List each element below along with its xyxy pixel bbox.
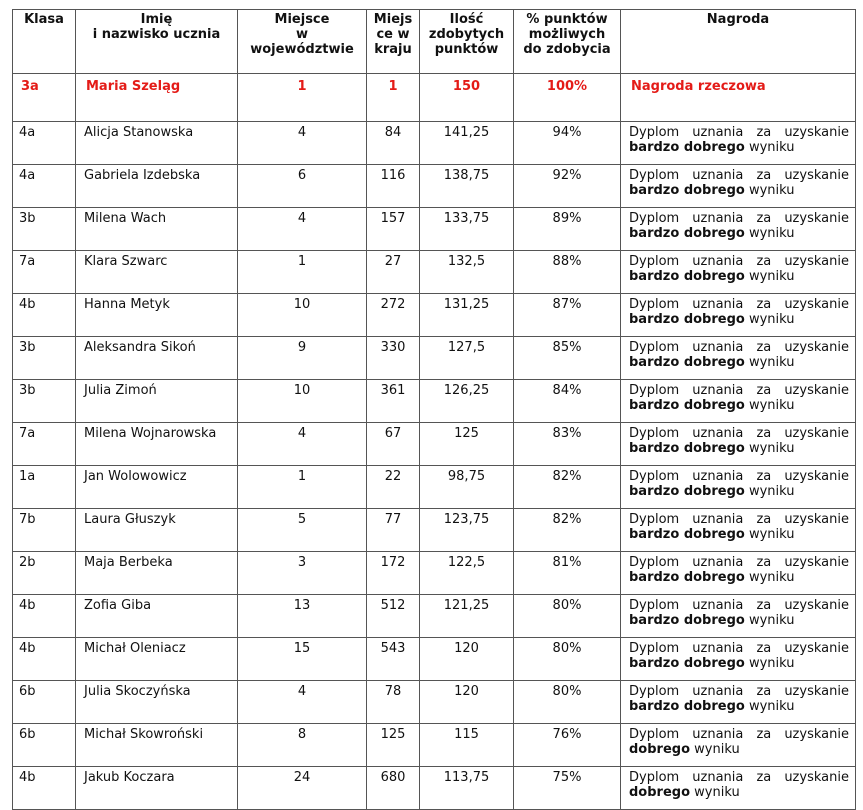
table-row [13,122,856,165]
cell-name: Hanna Metyk [76,294,238,337]
table-row [13,509,856,552]
prize-word: uznania [692,125,744,140]
prize-word: uznania [692,727,744,742]
table-row [13,208,856,251]
prize-word: uzyskanie [784,168,849,183]
prize-word: Dyplom [629,125,680,140]
cell-woj: 4 [238,208,367,251]
prize-word: uznania [692,383,744,398]
prize-word: Dyplom [629,254,680,269]
prize-word: uznania [692,426,744,441]
cell-woj: 5 [238,509,367,552]
cell-proc: 87% [514,294,621,337]
prize-suffix: wyniku [748,570,795,585]
prize-word: za [756,555,772,570]
cell-proc: 80% [514,638,621,681]
cell-pkt: 113,75 [420,767,514,810]
prize-suffix: wyniku [694,785,740,800]
table-row [13,681,856,724]
cell-kraj: 330 [367,337,420,380]
cell-woj: 15 [238,638,367,681]
prize-word: uzyskanie [784,770,849,785]
prize-line [629,684,849,699]
prize-level: bardzo dobrego [629,140,745,155]
prize-level: bardzo dobrego [629,355,745,370]
table-row [13,294,856,337]
cell-woj: 1 [238,251,367,294]
cell-woj: 4 [238,122,367,165]
prize-word: za [756,254,772,269]
cell-name: Julia Zimoń [76,380,238,423]
cell-kraj: 77 [367,509,420,552]
prize-word: Dyplom [629,383,680,398]
cell-nagroda [621,595,856,638]
cell-proc: 80% [514,681,621,724]
prize-word: Dyplom [629,297,680,312]
cell-proc: 76% [514,724,621,767]
cell-kraj: 84 [367,122,420,165]
cell-proc: 88% [514,251,621,294]
prize-word: uznania [692,211,744,226]
prize-word: uzyskanie [784,555,849,570]
prize-word: uzyskanie [784,340,849,355]
cell-kraj: 512 [367,595,420,638]
cell-klasa: 4a [13,122,76,165]
cell-name: Maria Szeląg [76,74,238,122]
prize-word: uzyskanie [784,254,849,269]
prize-word: uznania [692,168,744,183]
cell-name: Julia Skoczyńska [76,681,238,724]
prize-word: za [756,770,772,785]
prize-word: za [756,297,772,312]
prize-suffix: wyniku [748,484,795,499]
cell-klasa: 3b [13,337,76,380]
cell-klasa: 3b [13,380,76,423]
prize-word: uznania [692,684,744,699]
table-row [13,380,856,423]
prize-word: uzyskanie [784,512,849,527]
cell-name: Klara Szwarc [76,251,238,294]
prize-word: uznania [692,512,744,527]
prize-level-line [629,527,849,542]
prize-word: Dyplom [629,641,680,656]
table-row [13,552,856,595]
prize-level-line [629,441,849,456]
cell-klasa: 7b [13,509,76,552]
cell-woj: 9 [238,337,367,380]
prize-word: za [756,512,772,527]
header-imie: Imię i nazwisko ucznia [76,10,238,74]
highlight-row [13,74,856,122]
cell-proc: 80% [514,595,621,638]
cell-pkt: 131,25 [420,294,514,337]
prize-line [629,555,849,570]
prize-level: bardzo dobrego [629,398,745,413]
cell-woj: 24 [238,767,367,810]
prize-word: Dyplom [629,469,680,484]
prize-word: za [756,211,772,226]
cell-kraj: 67 [367,423,420,466]
prize-word: Dyplom [629,168,680,183]
header-miejsce-kraj: Miejs ce w kraju [367,10,420,74]
cell-name: Maja Berbeka [76,552,238,595]
prize-word: uzyskanie [784,469,849,484]
cell-name: Milena Wach [76,208,238,251]
cell-pkt: 127,5 [420,337,514,380]
prize-word: uzyskanie [784,598,849,613]
cell-proc: 89% [514,208,621,251]
prize-level-line [629,742,849,757]
prize-level-line [629,699,849,714]
prize-word: uzyskanie [784,383,849,398]
prize-line [629,168,849,183]
cell-nagroda: Nagroda rzeczowa [621,74,856,122]
prize-level: bardzo dobrego [629,656,745,671]
prize-word: Dyplom [629,770,680,785]
prize-level-line [629,785,849,800]
prize-word: uznania [692,469,744,484]
prize-word: za [756,684,772,699]
cell-proc: 92% [514,165,621,208]
prize-level-line [629,183,849,198]
cell-pkt: 98,75 [420,466,514,509]
cell-nagroda [621,681,856,724]
cell-nagroda [621,509,856,552]
prize-level: bardzo dobrego [629,312,745,327]
cell-woj: 4 [238,681,367,724]
cell-proc: 94% [514,122,621,165]
prize-word: za [756,340,772,355]
prize-suffix: wyniku [748,226,795,241]
cell-name: Gabriela Izdebska [76,165,238,208]
cell-kraj: 116 [367,165,420,208]
cell-name: Jakub Koczara [76,767,238,810]
header-procent: % punktów możliwych do zdobycia [514,10,621,74]
prize-word: uzyskanie [784,211,849,226]
cell-name: Michał Oleniacz [76,638,238,681]
prize-level-line [629,570,849,585]
cell-kraj: 157 [367,208,420,251]
cell-proc: 82% [514,466,621,509]
prize-level-line [629,398,849,413]
header-klasa: Klasa [13,10,76,74]
cell-proc: 75% [514,767,621,810]
cell-pkt: 125 [420,423,514,466]
cell-proc: 85% [514,337,621,380]
prize-level-line [629,226,849,241]
prize-word: za [756,426,772,441]
prize-suffix: wyniku [748,699,795,714]
cell-klasa: 1a [13,466,76,509]
table-row [13,724,856,767]
cell-pkt: 120 [420,681,514,724]
prize-word: za [756,168,772,183]
prize-word: uznania [692,555,744,570]
cell-kraj: 27 [367,251,420,294]
cell-proc: 84% [514,380,621,423]
cell-pkt: 138,75 [420,165,514,208]
prize-suffix: wyniku [748,398,795,413]
cell-name: Jan Wolowowicz [76,466,238,509]
prize-level-line [629,269,849,284]
cell-pkt: 150 [420,74,514,122]
cell-pkt: 123,75 [420,509,514,552]
cell-pkt: 121,25 [420,595,514,638]
cell-klasa: 2b [13,552,76,595]
cell-nagroda [621,466,856,509]
cell-kraj: 543 [367,638,420,681]
cell-woj: 10 [238,380,367,423]
prize-level: bardzo dobrego [629,226,745,241]
cell-nagroda [621,294,856,337]
table-row [13,251,856,294]
prize-suffix: wyniku [748,269,795,284]
prize-line [629,426,849,441]
cell-pkt: 133,75 [420,208,514,251]
cell-name: Zofia Giba [76,595,238,638]
cell-pkt: 132,5 [420,251,514,294]
cell-kraj: 1 [367,74,420,122]
cell-kraj: 361 [367,380,420,423]
prize-line [629,340,849,355]
table-row [13,638,856,681]
prize-level: bardzo dobrego [629,441,745,456]
prize-word: uznania [692,254,744,269]
prize-word: Dyplom [629,426,680,441]
cell-nagroda [621,638,856,681]
cell-klasa: 6b [13,681,76,724]
prize-word: Dyplom [629,684,680,699]
prize-level: bardzo dobrego [629,570,745,585]
cell-nagroda [621,552,856,595]
cell-klasa: 7a [13,251,76,294]
header-miejsce-woj: Miejsce w województwie [238,10,367,74]
cell-woj: 3 [238,552,367,595]
prize-word: Dyplom [629,512,680,527]
table-row [13,423,856,466]
prize-word: uznania [692,598,744,613]
prize-word: uzyskanie [784,125,849,140]
prize-suffix: wyniku [748,140,795,155]
prize-word: uznania [692,297,744,312]
prize-suffix: wyniku [748,355,795,370]
header-nagroda: Nagroda [621,10,856,74]
prize-line [629,254,849,269]
prize-word: uznania [692,641,744,656]
prize-line [629,727,849,742]
prize-line [629,641,849,656]
prize-word: uznania [692,770,744,785]
prize-word: uznania [692,340,744,355]
cell-kraj: 272 [367,294,420,337]
cell-name: Alicja Stanowska [76,122,238,165]
prize-suffix: wyniku [694,742,740,757]
prize-level: dobrego [629,785,691,800]
prize-word: za [756,383,772,398]
prize-suffix: wyniku [748,613,795,628]
prize-line [629,383,849,398]
prize-level: bardzo dobrego [629,527,745,542]
prize-word: Dyplom [629,727,680,742]
cell-proc: 82% [514,509,621,552]
cell-name: Milena Wojnarowska [76,423,238,466]
cell-woj: 4 [238,423,367,466]
cell-kraj: 680 [367,767,420,810]
prize-word: za [756,469,772,484]
table-row [13,767,856,810]
table-row [13,337,856,380]
header-row [13,10,856,74]
prize-word: Dyplom [629,555,680,570]
cell-klasa: 7a [13,423,76,466]
cell-kraj: 172 [367,552,420,595]
cell-pkt: 126,25 [420,380,514,423]
prize-word: za [756,125,772,140]
prize-word: za [756,598,772,613]
cell-woj: 6 [238,165,367,208]
prize-level-line [629,312,849,327]
cell-woj: 10 [238,294,367,337]
cell-klasa: 4b [13,638,76,681]
prize-word: za [756,727,772,742]
prize-level: bardzo dobrego [629,699,745,714]
cell-name: Michał Skowroński [76,724,238,767]
cell-nagroda [621,767,856,810]
prize-word: uzyskanie [784,426,849,441]
prize-level: bardzo dobrego [629,183,745,198]
table-row [13,165,856,208]
cell-nagroda [621,337,856,380]
cell-klasa: 6b [13,724,76,767]
cell-klasa: 4a [13,165,76,208]
prize-line [629,211,849,226]
cell-woj: 13 [238,595,367,638]
cell-nagroda [621,724,856,767]
prize-line [629,297,849,312]
prize-level-line [629,140,849,155]
table-row [13,466,856,509]
prize-word: uzyskanie [784,297,849,312]
prize-word: uzyskanie [784,641,849,656]
prize-word: uzyskanie [784,727,849,742]
prize-level: bardzo dobrego [629,613,745,628]
cell-proc: 81% [514,552,621,595]
prize-line [629,125,849,140]
prize-suffix: wyniku [748,183,795,198]
prize-line [629,469,849,484]
prize-line [629,598,849,613]
cell-name: Aleksandra Sikoń [76,337,238,380]
cell-woj: 8 [238,724,367,767]
cell-nagroda [621,208,856,251]
cell-proc: 83% [514,423,621,466]
prize-line [629,512,849,527]
prize-word: Dyplom [629,340,680,355]
prize-level-line [629,613,849,628]
table-row [13,595,856,638]
cell-proc: 100% [514,74,621,122]
prize-word: uzyskanie [784,684,849,699]
cell-klasa: 3b [13,208,76,251]
cell-woj: 1 [238,74,367,122]
prize-level: bardzo dobrego [629,484,745,499]
cell-kraj: 78 [367,681,420,724]
cell-nagroda [621,380,856,423]
cell-pkt: 122,5 [420,552,514,595]
cell-klasa: 4b [13,595,76,638]
prize-line [629,770,849,785]
prize-suffix: wyniku [748,656,795,671]
prize-word: Dyplom [629,211,680,226]
cell-nagroda [621,423,856,466]
cell-nagroda [621,165,856,208]
prize-word: Dyplom [629,598,680,613]
prize-suffix: wyniku [748,527,795,542]
cell-pkt: 115 [420,724,514,767]
prize-level-line [629,484,849,499]
results-table [12,9,856,810]
prize-suffix: wyniku [748,441,795,456]
prize-level: dobrego [629,742,691,757]
cell-kraj: 125 [367,724,420,767]
cell-nagroda [621,251,856,294]
prize-level: bardzo dobrego [629,269,745,284]
cell-klasa: 4b [13,767,76,810]
header-punkty: Ilość zdobytych punktów [420,10,514,74]
prize-suffix: wyniku [748,312,795,327]
cell-woj: 1 [238,466,367,509]
cell-klasa: 4b [13,294,76,337]
prize-level-line [629,656,849,671]
cell-pkt: 120 [420,638,514,681]
prize-level-line [629,355,849,370]
cell-kraj: 22 [367,466,420,509]
prize-word: za [756,641,772,656]
cell-klasa: 3a [13,74,76,122]
cell-pkt: 141,25 [420,122,514,165]
cell-name: Laura Głuszyk [76,509,238,552]
cell-nagroda [621,122,856,165]
